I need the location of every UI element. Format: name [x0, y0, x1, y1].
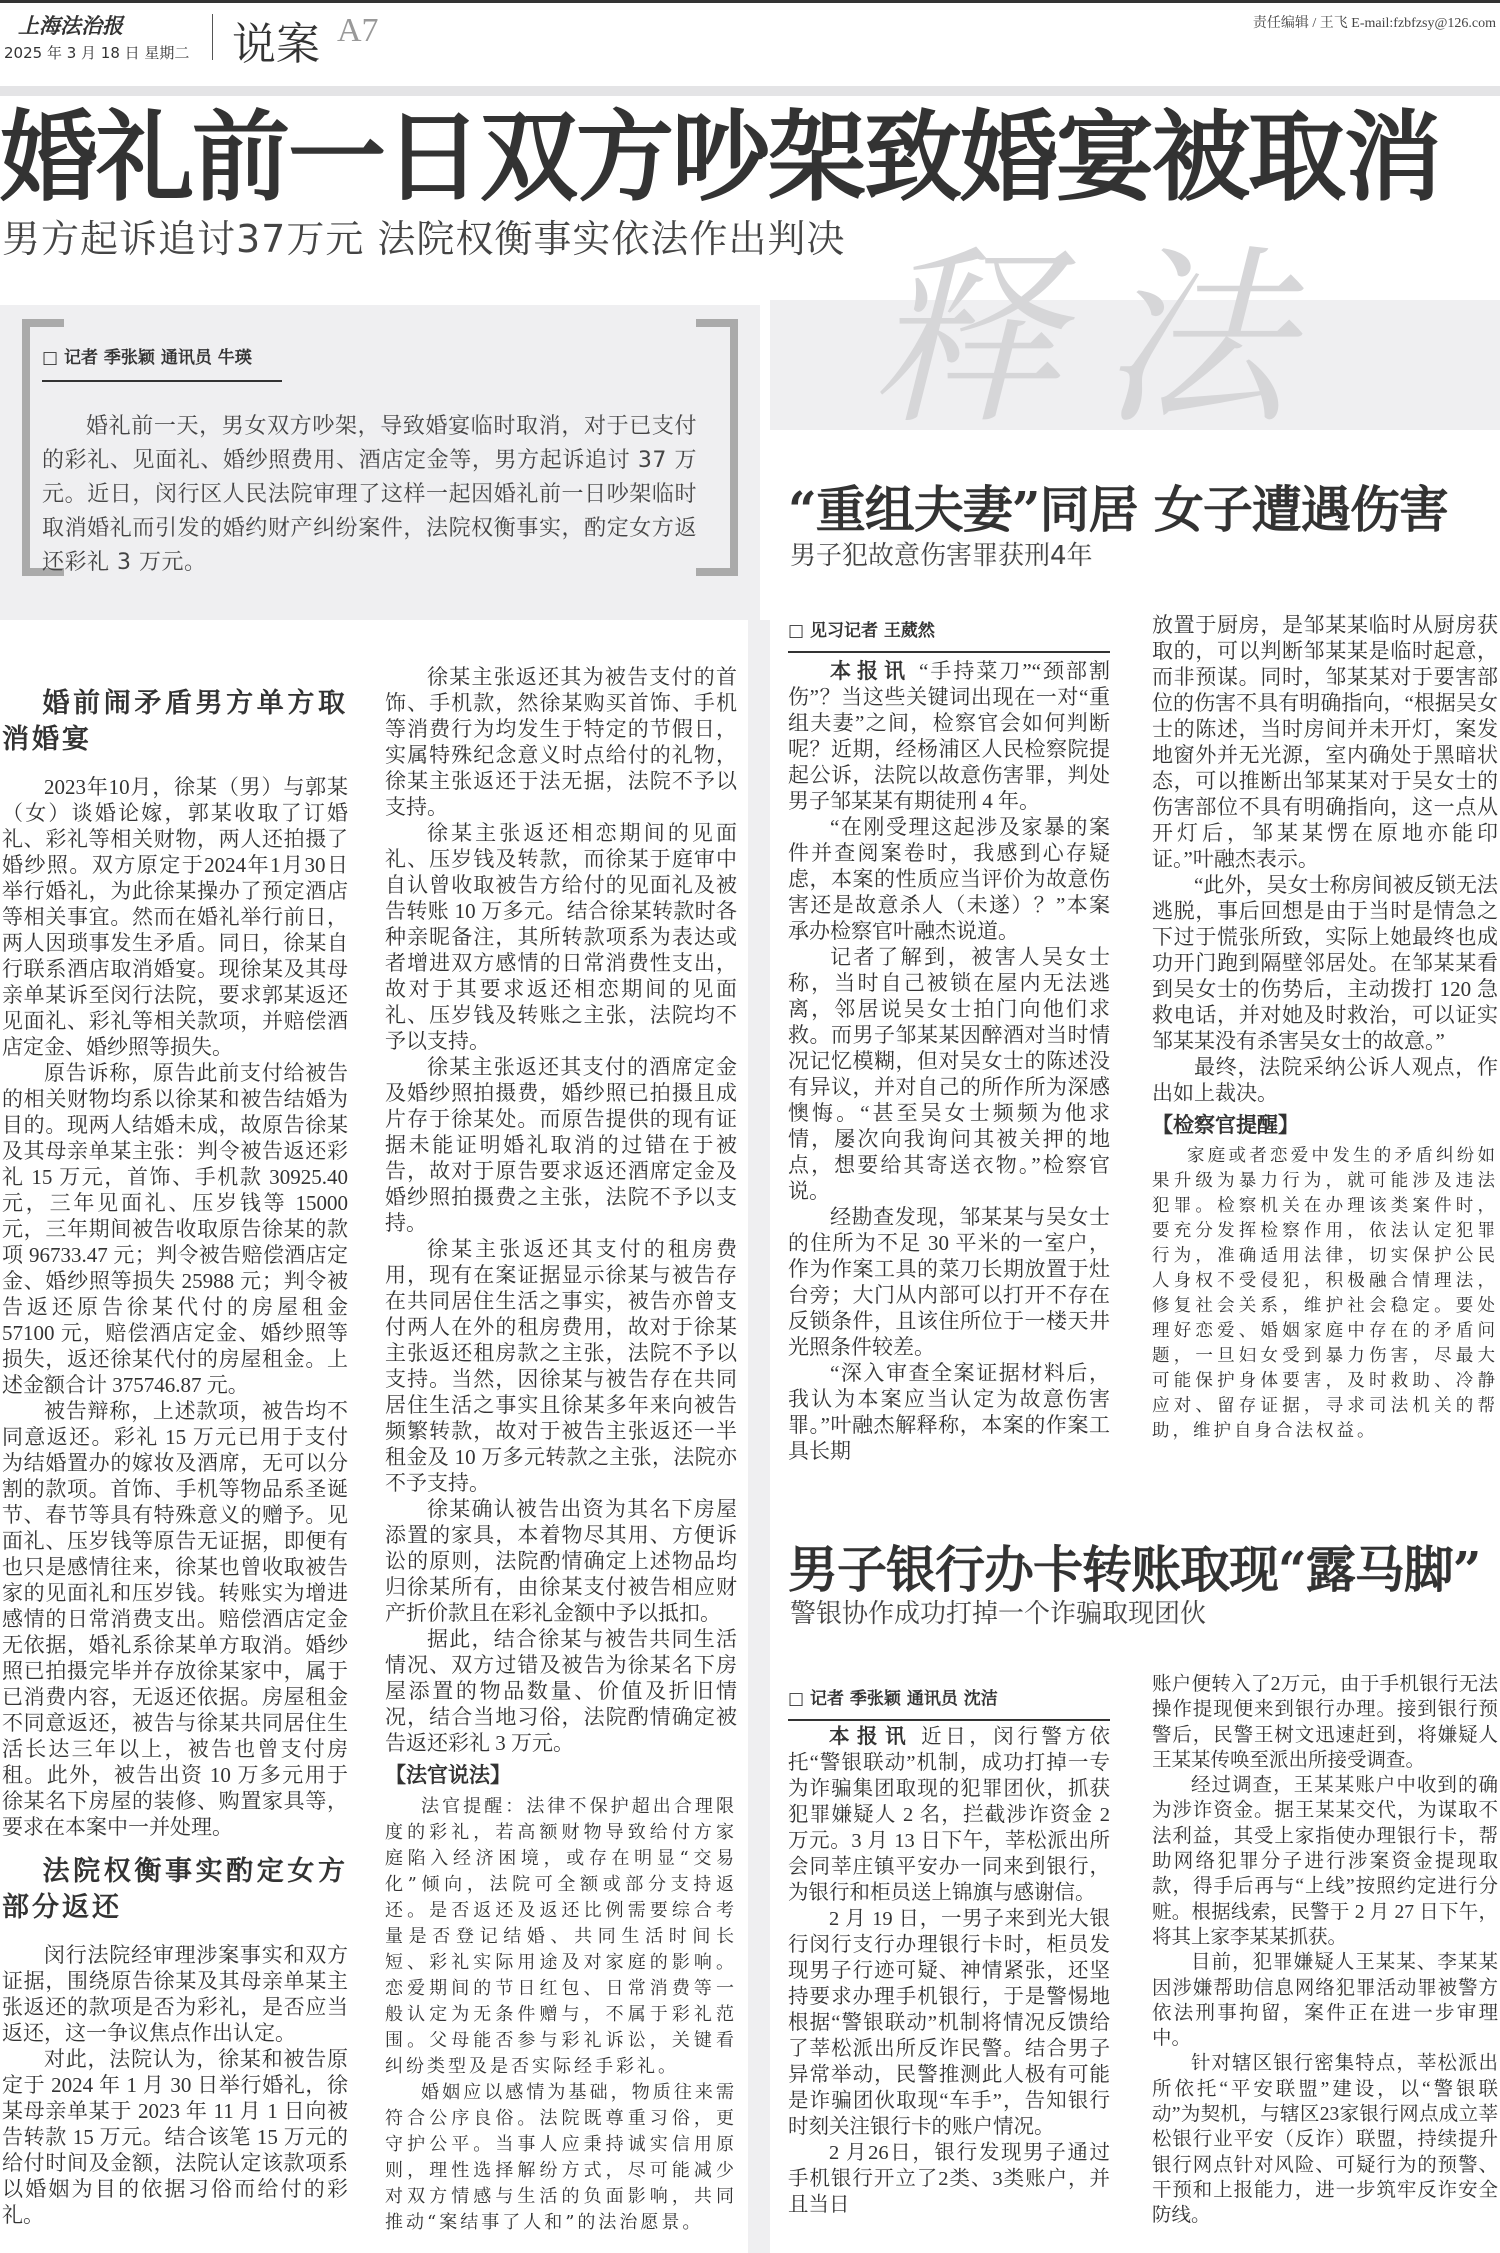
lead-paragraph: 婚礼前一天，男女双方吵架，导致婚宴临时取消，对于已支付的彩礼、见面礼、婚纱照费用、酒店定金等，男方起诉追讨 37 万元。近日，闵行区人民法院审理了这样一起因婚礼前一日吵架临时取消婚礼而引发的婚约财产纠纷案件，法院权衡事实，酌定女方返还彩礼 3 万元。	[42, 414, 697, 575]
paragraph: 原告诉称，原告此前支付给被告的相关财物均系以徐某和被告结婚为目的。现两人结婚未成，故原告徐某及其母亲单某主张：判令被告返还彩礼 15 万元，首饰、手机款 30925.40 元，三年见面礼、压岁钱等 15000 元，三年期间被告收取原告徐某的款项 96733.47 元；判令被告赔偿酒店定金、婚纱照等损失 25988 元；判令被告返还原告徐某代付的房屋租金 57100 元，赔偿酒店定金、婚纱照等损失，返还徐某代付的房屋租金。上述金额合计 375746.87 元。	[2, 1061, 348, 1397]
story3-column-2	[1152, 1672, 1498, 2229]
paragraph: 徐某主张返还其支付的酒席定金及婚纱照拍摄费，婚纱照已拍摄且成片存于徐某处。而原告提供的现有证据未能证明婚礼取消的过错在于被告，故对于原告要求返还酒席定金及婚纱照拍摄费之主张，法院不予以支持。	[385, 1055, 737, 1235]
prosecutor-tip	[1152, 1144, 1498, 1444]
paragraph: 目前，犯罪嫌疑人王某某、李某某因涉嫌帮助信息网络犯罪活动罪被警方依法刑事拘留，案件正在进一步审理中。	[1152, 1952, 1498, 2050]
prosecutor-tip-heading: 【检察官提醒】	[1152, 1113, 1299, 1137]
paragraph: 闵行法院经审理涉案事实和双方证据，围绕原告徐某及其母亲单某主张返还的款项是否为彩礼，是否应当返还，这一争议焦点作出认定。	[2, 1943, 348, 2045]
page-number: A7	[337, 12, 379, 49]
subheading: 法院权衡事实酌定女方部分返还	[2, 1856, 348, 1923]
paragraph: “深入审查全案证据材料后，我认为本案应当认定为故意伤害罪。”叶融杰解释称，本案的作案工具长期	[788, 1361, 1110, 1463]
byline: □ 记者 季张颖 通讯员 牛瑛	[42, 343, 282, 382]
paragraph	[788, 658, 1110, 814]
paragraph: 徐某主张返还相恋期间的见面礼、压岁钱及转款，而徐某于庭审中自认曾收取被告方给付的见面礼及被告转账 10 万多元。结合徐某转款时各种亲昵备注，其所转款项系为表达或者增进双方感情的日常消费性支出，故对于其要求返还相恋期间的见面礼、压岁钱及转账之主张，法院均不予以支持。	[385, 821, 737, 1053]
story1-column-2	[385, 664, 737, 2236]
story2-headline: “重组夫妻”同居 女子遭遇伤害	[788, 480, 1448, 539]
paragraph: 2 月 19 日，一男子来到光大银行闵行支行办理银行卡时，柜员发现男子行迹可疑、神情紧张，还坚持要求办理手机银行，于是警惕地根据“警银联动”机制将情况反馈给了莘松派出所反诈民警。结合男子异常举动，民警推测此人极有可能是诈骗团伙取现“车手”，告知银行时刻关注银行卡的账户情况。	[788, 1908, 1110, 2138]
story1-column-1	[2, 686, 348, 2228]
header-band	[0, 86, 1500, 96]
judge-comment	[385, 1794, 737, 2236]
paragraph: 法官提醒：法律不保护超出合理限度的彩礼，若高额财物导致给付方家庭陷入经济困境，或存在明显“交易化”倾向，法院可全额或部分支持返还。是否返还及返还比例需要综合考量是否登记结婚、共同生活时间长短、彩礼实际用途及对家庭的影响。恋爱期间的节日红包、日常消费等一般认定为无条件赠与，不属于彩礼范围。父母能否参与彩礼诉讼，关键看纠纷类型及是否实际经手彩礼。	[385, 1796, 737, 2077]
paragraph: 2 月26日，银行发现男子通过手机银行开立了2类、3类账户，并且当日	[788, 2142, 1110, 2216]
main-headline: 婚礼前一日双方吵架致婚宴被取消	[0, 100, 1441, 215]
story2-column-2	[1152, 612, 1498, 1444]
section-title: 说案	[232, 19, 320, 70]
newspaper-logo: 上海法治报	[18, 13, 123, 38]
story2-subheadline: 男子犯故意伤害罪获刑4年	[790, 541, 1093, 571]
judge-comment-heading: 【法官说法】	[385, 1763, 511, 1787]
story3-column-1	[788, 1724, 1110, 2218]
paragraph: “此外，吴女士称房间被反锁无法逃脱，事后回想是由于当时是情急之下过于慌张所致，实际上她最终也成功开门跑到隔壁邻居处。在邹某某看到吴女士的伤势后，主动拨打 120 急救电话，并对她及时救治，可以证实邹某某没有杀害吴女士的故意。”	[1152, 873, 1498, 1053]
paragraph: “在刚受理这起涉及家暴的案件并查阅案卷时，我感到心存疑虑，本案的性质应当评价为故意伤害还是故意杀人（未遂）？”本案承办检察官叶融杰说道。	[788, 815, 1110, 943]
story3-byline: □ 记者 季张颖 通讯员 沈洁	[788, 1684, 1110, 1721]
paragraph: 徐某主张返还其支付的租房费用，现有在案证据显示徐某与被告存在共同居住生活之事实，被告亦曾支付两人在外的租房费用，故对于徐某主张返还租房款之主张，法院不予以支持。当然，因徐某与被告存在共同居住生活之事实且徐某多年来向被告频繁转款，故对于被告主张返还一半租金及 10 万多元转款之主张，法院亦不予支持。	[385, 1237, 737, 1495]
story3-subheadline: 警银协作成功打掉一个诈骗取现团伙	[790, 1599, 1207, 1629]
paragraph: 经过调查，王某某账户中收到的确为涉诈资金。据王某某交代，为谋取不法利益，其受上家指使办理银行卡，帮助网络犯罪分子进行涉案资金提现取款，得手后再与“上线”按照约定进行分赃。根据线索，民警于 2 月 27 日下午，将其上家李某某抓获。	[1152, 1775, 1498, 1948]
paragraph: 账户便转入了2万元，由于手机银行无法操作提现便来到银行办理。接到银行预警后，民警王树文迅速赶到，将嫌疑人王某某传唤至派出所接受调查。	[1152, 1674, 1498, 1771]
paragraph	[788, 1724, 1110, 1906]
header-divider	[212, 14, 213, 60]
lead-box	[0, 305, 760, 620]
paragraph: 针对辖区银行密集特点，莘松派出所依托“平安联盟”建设，以“警银联动”为契机，与辖区23家银行网点成立莘松银行业平安（反诈）联盟，持续提升银行网点针对风险、可疑行为的预警、干预和上报能力，进一步筑牢反诈安全防线。	[1152, 2053, 1498, 2227]
paragraph-text: “手持菜刀”“颈部割伤”？当这些关键词出现在一对“重组夫妻”之间，检察官会如何判断呢？近期，经杨浦区人民检察院提起公诉，法院以故意伤害罪，判处男子邹某某有期徒刑 4 年。	[788, 659, 1111, 813]
story2-column-1	[788, 658, 1110, 1464]
paragraph: 最终，法院采纳公诉人观点，作出如上裁决。	[1152, 1055, 1498, 1105]
main-subheadline: 男方起诉追讨37万元 法院权衡事实依法作出判决	[2, 217, 846, 261]
paragraph: 放置于厨房，是邹某某临时从厨房获取的，可以判断邹某某是临时起意，而非预谋。同时，邹某某对于要害部位的伤害不具有明确指向，“根据吴女士的陈述，当时房间并未开灯，案发地窗外并无光源，室内确处于黑暗状态，可以推断出邹某某对于吴女士的伤害部位不具有明确指向，这一点从开灯后，邹某某愣在原地亦能印证。”叶融杰表示。	[1152, 613, 1498, 871]
paragraph: 对此，法院认为，徐某和被告原定于 2024 年 1 月 30 日举行婚礼，徐某母亲单某于 2023 年 11 月 1 日向被告转款 15 万元。结合该笔 15 万元的给付时间及金额，法院认定该款项系以婚姻为目的依据习俗而给付的彩礼。	[2, 2047, 348, 2227]
paragraph: 徐某主张返还其为被告支付的首饰、手机款，然徐某购买首饰、手机等消费行为均发生于特定的节假日，实属特殊纪念意义时点给付的礼物，徐某主张返还于法无据，法院不予以支持。	[385, 665, 737, 819]
paragraph: 被告辩称，上述款项，被告均不同意返还。彩礼 15 万元已用于支付为结婚置办的嫁妆及酒席，无可以分割的款项。首饰、手机等物品系圣诞节、春节等具有特殊意义的赠予。见面礼、压岁钱等原告无证据，即便有也只是感情往来，徐某也曾收取被告家的见面礼和压岁钱。转账实为增进感情的日常消费支出。赔偿酒店定金无依据，婚礼系徐某单方取消。婚纱照已拍摄完毕并存放徐某家中，属于已消费内容，无返还依据。房屋租金不同意返还，被告与徐某共同居住生活长达三年以上，被告也曾支付房租。此外，被告出资 10 万多元用于徐某名下房屋的装修、购置家具等，要求在本案中一并处理。	[2, 1399, 348, 1839]
paragraph: 2023年10月，徐某（男）与郭某（女）谈婚论嫁，郭某收取了订婚礼、彩礼等相关财物，两人还拍摄了婚纱照。双方原定于2024年1月30日举行婚礼，为此徐某操办了预定酒店等相关事宜。然而在婚礼举行前日，两人因琐事发生矛盾。同日，徐某自行联系酒店取消婚宴。现徐某及其母亲单某诉至闵行法院，要求郭某返还见面礼、彩礼等相关款项，并赔偿酒店定金、婚纱照等损失。	[2, 775, 348, 1059]
paragraph: 经勘查发现，邹某某与吴女士的住所为不足 30 平米的一室户，作为作案工具的菜刀长期放置于灶台旁；大门从内部可以打开不存在反锁条件，且该住所位于一楼天井光照条件较差。	[788, 1205, 1110, 1359]
paragraph: 记者了解到，被害人吴女士称，当时自己被锁在屋内无法逃离，邻居说吴女士拍门向他们求救。而男子邹某某因醉酒对当时情况记忆模糊，但对吴女士的陈述没有异议，并对自己的所作所为深感懊悔。“甚至吴女士频频为他求情，屡次向我询问其被关押的地点，想要给其寄送衣物。”检察官说。	[788, 945, 1110, 1203]
story3-headline: 男子银行办卡转账取现“露马脚”	[788, 1540, 1481, 1599]
paragraph-text: 近日，闵行警方依托“警银联动”机制，成功打掉一专为诈骗集团取现的犯罪团伙，抓获犯罪嫌疑人 2 名，拦截涉诈资金 2 万元。3 月 13 日下午，莘松派出所会同莘庄镇平安办一同来到银行，为银行和柜员送上锦旗与感谢信。	[788, 1726, 1111, 1904]
column-gutter	[748, 620, 770, 2253]
editor-credit: 责任编辑 / 王飞 E-mail:fzbfzsy@126.com	[1252, 16, 1496, 31]
subheading: 婚前闹矛盾男方单方取消婚宴	[2, 688, 348, 755]
top-rule	[0, 0, 1500, 3]
paragraph: 徐某确认被告出资为其名下房屋添置的家具，本着物尽其用、方便诉讼的原则，法院酌情确定上述物品均归徐某所有，由徐某支付被告相应财产折价款且在彩礼金额中予以抵扣。	[385, 1497, 737, 1625]
bracket-right	[696, 319, 738, 576]
section-watermark: 释法	[870, 229, 1331, 450]
paragraph: 据此，结合徐某与被告共同生活情况、双方过错及被告为徐某名下房屋添置的物品数量、价值及折旧情况，结合当地习俗，法院酌情确定被告返还彩礼 3 万元。	[385, 1627, 737, 1755]
paragraph: 婚姻应以感情为基础，物质往来需符合公序良俗。法院既尊重习俗，更守护公平。当事人应秉持诚实信用原则，理性选择解纷方式，尽可能减少对双方情感与生活的负面影响，共同推动“案结事了人和”的法治愿景。	[385, 2082, 737, 2233]
lead-tag: 本报讯	[829, 1726, 914, 1748]
lead-tag: 本报讯	[830, 659, 912, 683]
paragraph: 家庭或者恋爱中发生的矛盾纠纷如果升级为暴力行为，就可能涉及违法犯罪。检察机关在办理该类案件时，要充分发挥检察作用，依法认定犯罪行为，准确适用法律，切实保护公民人身权不受侵犯，积极融合情理法，修复社会关系，维护社会稳定。要处理好恋爱、婚姻家庭中存在的矛盾问题，一旦妇女受到暴力伤害，尽最大可能保护身体要害，及时救助、冷静应对、留存证据，寻求司法机关的帮助，维护自身合法权益。	[1152, 1146, 1498, 1441]
issue-date: 2025 年 3 月 18 日 星期二	[4, 44, 190, 62]
story2-byline: □ 见习记者 王葳然	[788, 616, 1110, 653]
